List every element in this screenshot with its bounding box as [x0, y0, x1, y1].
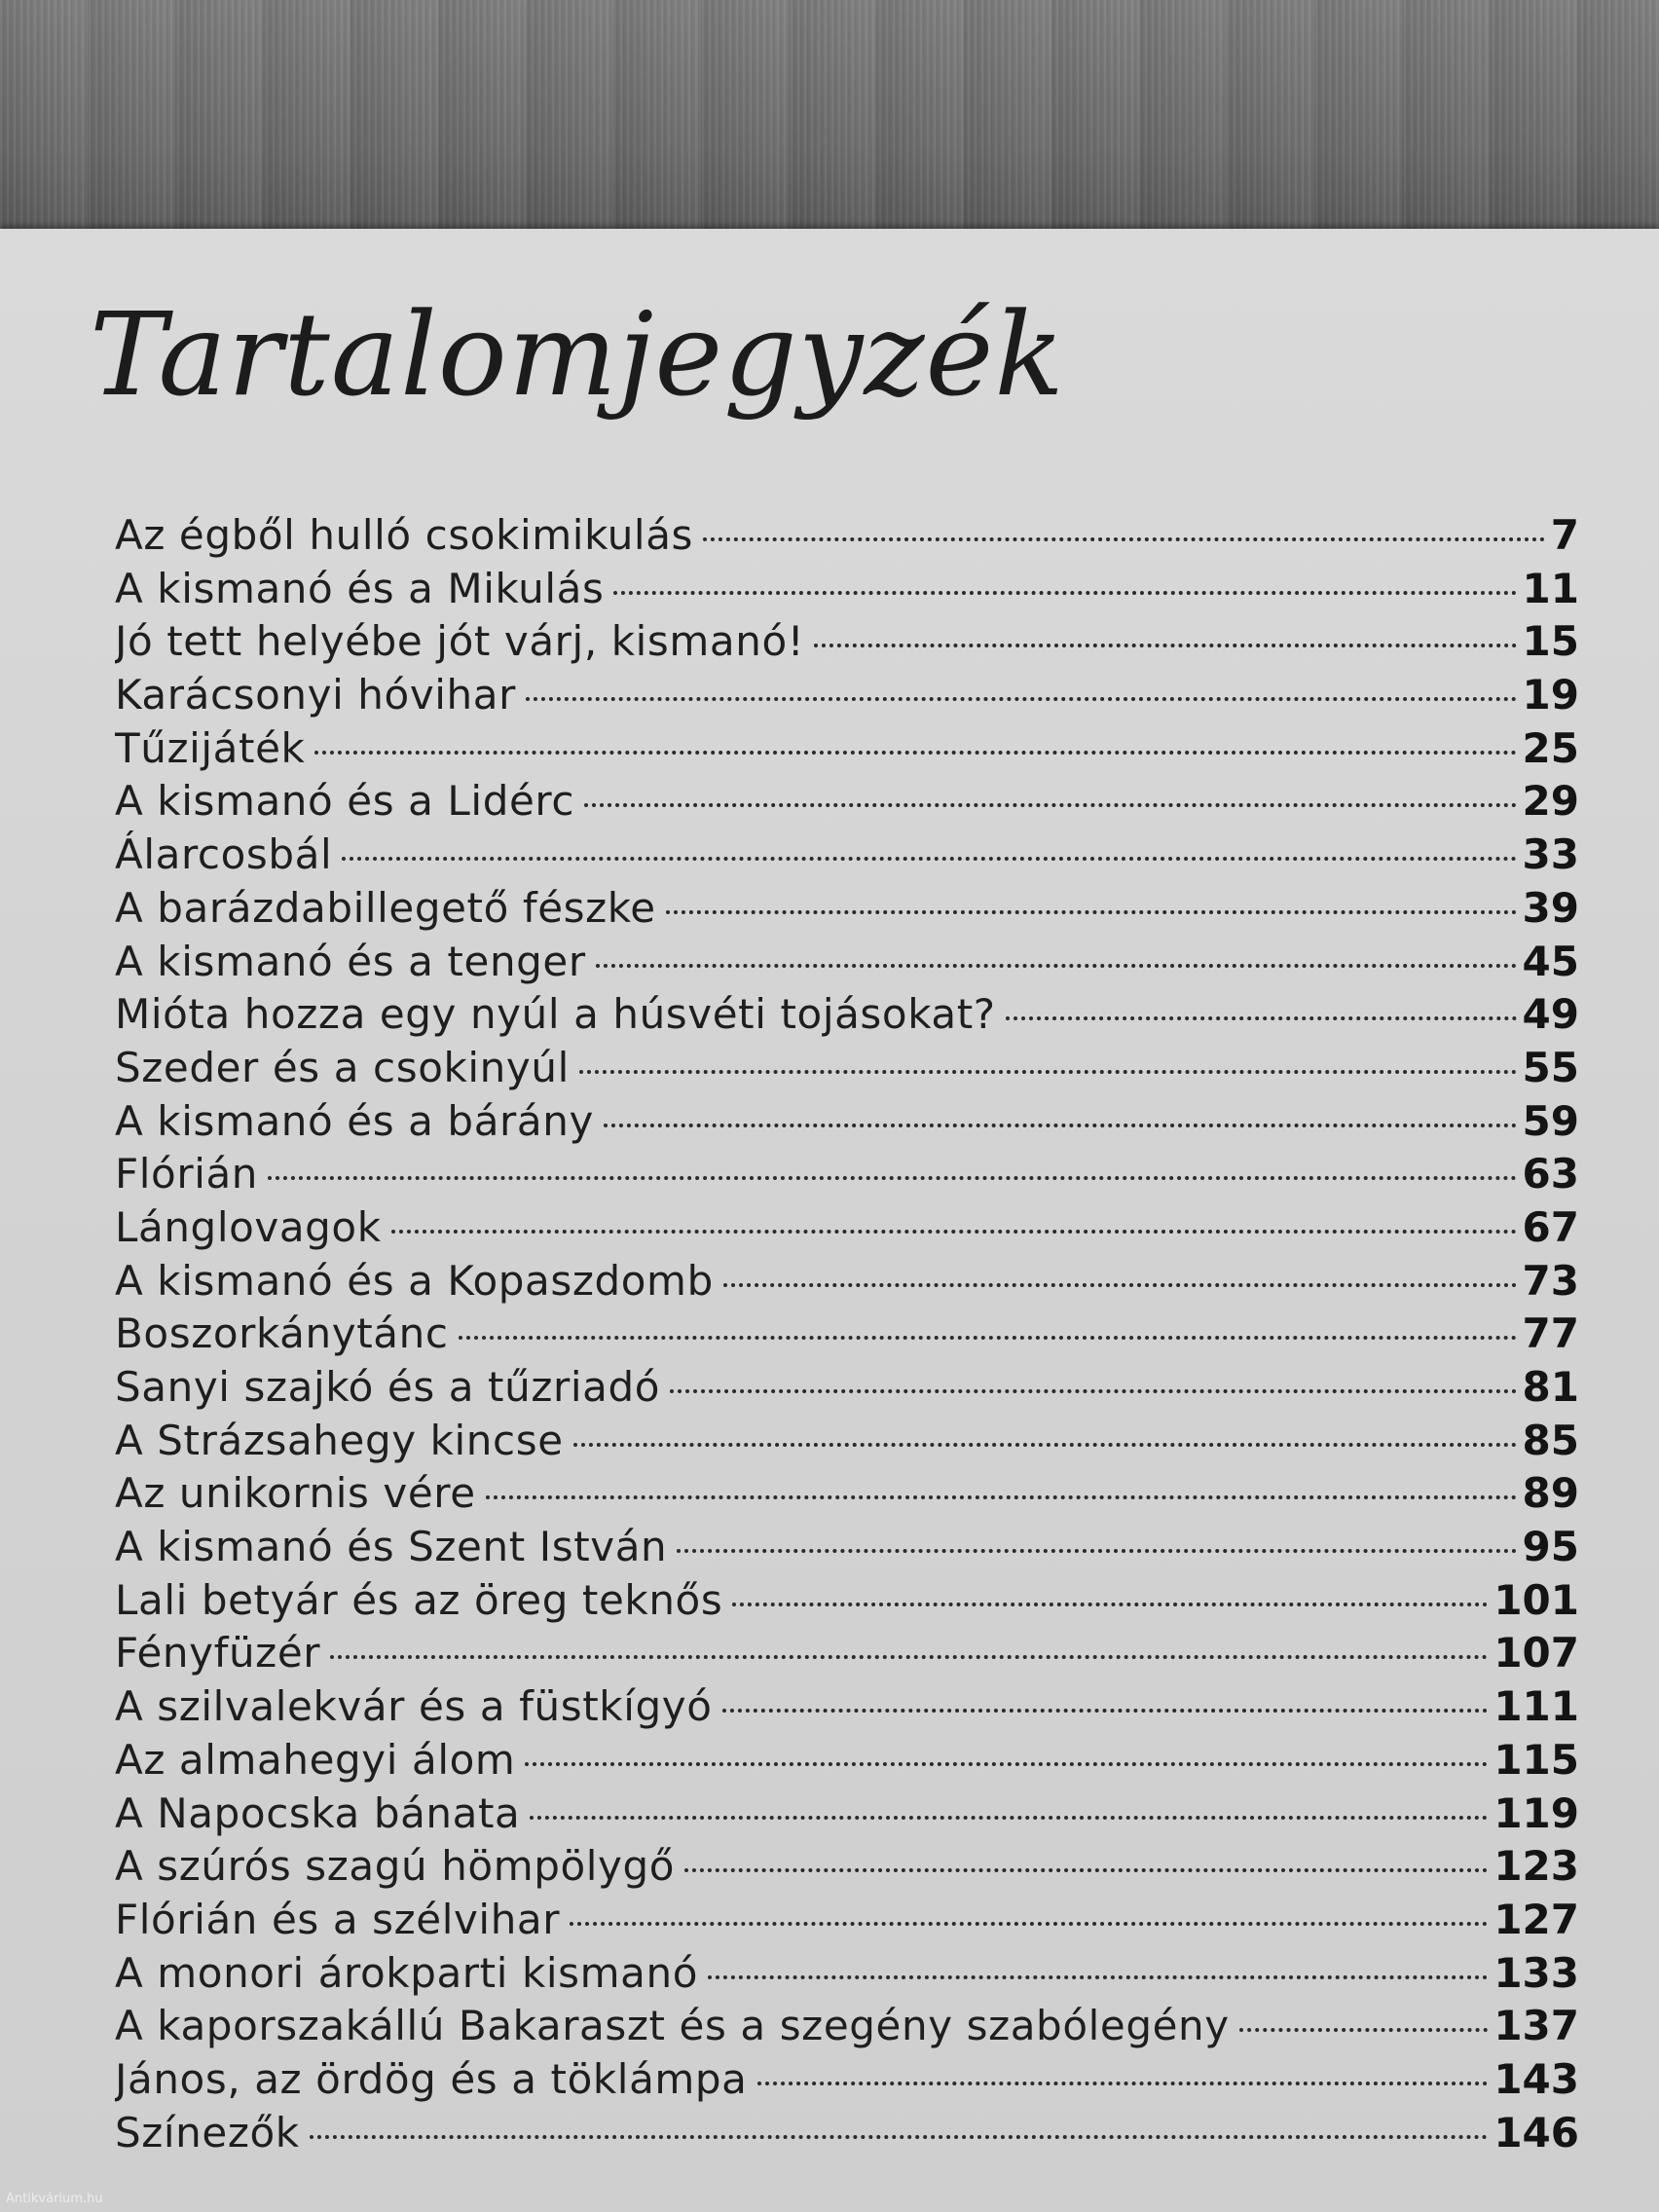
dot-leader — [579, 1070, 1517, 1074]
page-title: Tartalomjegyzék — [90, 287, 1065, 422]
dot-leader — [584, 803, 1517, 807]
toc-entry — [115, 1257, 1579, 1310]
toc-entry — [115, 2055, 1579, 2109]
toc-entry-page-number: 81 — [1522, 1363, 1579, 1411]
toc-entry-page-number: 55 — [1522, 1043, 1579, 1091]
dot-leader — [814, 644, 1516, 647]
toc-entry — [115, 724, 1579, 778]
toc-entry-title: János, az ördög és a töklámpa — [115, 2054, 748, 2103]
toc-entry-page-number: 101 — [1493, 1575, 1579, 1624]
book-page — [0, 229, 1659, 2212]
toc-entry-title: A barázdabillegető fészke — [115, 883, 656, 932]
background-surface — [0, 0, 1659, 243]
toc-entry-title: A szilvalekvár és a füstkígyó — [115, 1682, 713, 1731]
dot-leader — [670, 1389, 1517, 1393]
toc-entry — [115, 1523, 1579, 1576]
toc-entry-page-number: 89 — [1522, 1469, 1579, 1518]
toc-entry — [115, 1363, 1579, 1417]
toc-entry — [115, 617, 1579, 671]
toc-entry — [115, 1949, 1579, 2003]
toc-entry-page-number: 85 — [1522, 1416, 1579, 1464]
toc-entry — [115, 1896, 1579, 1949]
toc-entry-page-number: 63 — [1522, 1150, 1579, 1198]
toc-entry-title: Lali betyár és az öreg teknős — [115, 1575, 723, 1624]
dot-leader — [677, 1549, 1516, 1553]
toc-entry-title: Tűzijáték — [115, 723, 306, 772]
watermark: Antikvárium.hu — [6, 2192, 103, 2206]
dot-leader — [613, 591, 1516, 595]
toc-entry — [115, 884, 1579, 938]
toc-entry-title: Sanyi szajkó és a tűzriadó — [115, 1363, 661, 1411]
toc-entry-title: Karácsonyi hóvihar — [115, 671, 516, 719]
toc-entry — [115, 777, 1579, 830]
toc-entry — [115, 1044, 1579, 1097]
toc-entry — [115, 938, 1579, 991]
toc-entry-page-number: 45 — [1522, 937, 1579, 985]
toc-entry-title: A Strázsahegy kincse — [115, 1416, 564, 1464]
dot-leader — [342, 857, 1516, 861]
toc-entry-page-number: 15 — [1522, 617, 1579, 666]
toc-entry — [115, 1842, 1579, 1896]
dot-leader — [525, 1762, 1488, 1766]
toc-entry-title: Az égből hulló csokimikulás — [115, 511, 694, 559]
toc-entry-page-number: 39 — [1522, 883, 1579, 932]
toc-entry-title: A kismanó és a Mikulás — [115, 564, 605, 612]
toc-entry-title: Az almahegyi álom — [115, 1735, 516, 1784]
toc-entry-page-number: 115 — [1493, 1735, 1579, 1784]
toc-entry-title: A kaporszakállú Bakaraszt és a szegény szabólegény — [115, 2002, 1230, 2050]
toc-entry — [115, 565, 1579, 618]
toc-entry — [115, 2002, 1579, 2055]
toc-entry-page-number: 25 — [1522, 723, 1579, 772]
dot-leader — [708, 1975, 1488, 1979]
toc-entry-title: Szeder és a csokinyúl — [115, 1043, 570, 1091]
toc-entry-title: A kismanó és Szent István — [115, 1523, 668, 1571]
dot-leader — [723, 1283, 1517, 1287]
toc-entry — [115, 1682, 1579, 1736]
toc-entry-page-number: 123 — [1493, 1842, 1579, 1891]
toc-entry-page-number: 143 — [1493, 2054, 1579, 2103]
toc-entry-page-number: 11 — [1522, 564, 1579, 612]
toc-entry-title: Mióta hozza egy nyúl a húsvéti tojásokat? — [115, 990, 996, 1039]
toc-entry-page-number: 59 — [1522, 1096, 1579, 1145]
dot-leader — [486, 1495, 1517, 1499]
dot-leader — [666, 910, 1517, 914]
toc-entry — [115, 1097, 1579, 1151]
toc-entry-page-number: 77 — [1522, 1309, 1579, 1358]
toc-entry — [115, 830, 1579, 884]
toc-entry-page-number: 95 — [1522, 1523, 1579, 1571]
toc-entry-page-number: 107 — [1493, 1629, 1579, 1677]
dot-leader — [596, 964, 1517, 968]
dot-leader — [573, 1443, 1517, 1447]
toc-entry-title: Az unikornis vére — [115, 1469, 476, 1518]
toc-entry — [115, 671, 1579, 724]
toc-entry-page-number: 127 — [1493, 1895, 1579, 1943]
dot-leader — [757, 2082, 1489, 2085]
toc-entry-page-number: 73 — [1522, 1256, 1579, 1305]
toc-entry-page-number: 146 — [1493, 2108, 1579, 2157]
dot-leader — [604, 1124, 1517, 1127]
dot-leader — [459, 1336, 1517, 1340]
toc-entry-title: Álarcosbál — [115, 830, 333, 879]
toc-entry — [115, 1203, 1579, 1257]
toc-entry-page-number: 7 — [1550, 511, 1579, 559]
dot-leader — [703, 537, 1545, 541]
dot-leader — [1006, 1016, 1517, 1020]
dot-leader — [1239, 2028, 1489, 2032]
toc-entry-title: A szúrós szagú hömpölygő — [115, 1842, 676, 1891]
toc-entry-title: Színezők — [115, 2108, 300, 2157]
toc-entry-title: A monori árokparti kismanó — [115, 1948, 698, 1997]
toc-entry-title: Lánglovagok — [115, 1202, 382, 1251]
toc-entry — [115, 511, 1579, 565]
toc-entry — [115, 1629, 1579, 1682]
dot-leader — [722, 1709, 1489, 1713]
toc-entry-title: A Napocska bánata — [115, 1788, 521, 1837]
toc-entry — [115, 1309, 1579, 1363]
toc-entry-title: Boszorkánytánc — [115, 1309, 449, 1358]
toc-entry-title: Flórián — [115, 1150, 259, 1198]
dot-leader — [310, 2135, 1489, 2139]
toc-entry — [115, 1736, 1579, 1789]
dot-leader — [530, 1816, 1488, 1820]
toc-entry — [115, 1789, 1579, 1843]
toc-entry-title: A kismanó és a bárány — [115, 1096, 594, 1145]
toc-entry-page-number: 67 — [1522, 1202, 1579, 1251]
toc-entry — [115, 1417, 1579, 1470]
toc-entry-page-number: 29 — [1522, 777, 1579, 826]
toc-entry-title: A kismanó és a Kopaszdomb — [115, 1256, 714, 1305]
dot-leader — [391, 1230, 1517, 1234]
dot-leader — [732, 1603, 1488, 1606]
toc-entry-title: A kismanó és a tenger — [115, 937, 586, 985]
toc-entry-page-number: 111 — [1493, 1682, 1579, 1731]
dot-leader — [268, 1176, 1517, 1180]
dot-leader — [526, 697, 1517, 701]
toc-entry — [115, 1150, 1579, 1203]
toc-entry-title: A kismanó és a Lidérc — [115, 777, 575, 826]
dot-leader — [314, 751, 1516, 755]
toc-entry-page-number: 133 — [1493, 1948, 1579, 1997]
toc-entry-page-number: 33 — [1522, 830, 1579, 879]
toc-entry — [115, 2109, 1579, 2162]
toc-entry-title: Fényfüzér — [115, 1629, 321, 1677]
toc-entry-page-number: 137 — [1493, 2002, 1579, 2050]
toc-entry — [115, 990, 1579, 1044]
toc-entry — [115, 1576, 1579, 1630]
toc-entry-page-number: 119 — [1493, 1788, 1579, 1837]
toc-entry-page-number: 19 — [1522, 671, 1579, 719]
dot-leader — [570, 1922, 1488, 1926]
dot-leader — [330, 1655, 1488, 1659]
toc-entry-title: Flórián és a szélvihar — [115, 1895, 561, 1943]
table-of-contents — [115, 511, 1579, 2161]
toc-entry — [115, 1469, 1579, 1523]
toc-entry-title: Jó tett helyébe jót várj, kismanó! — [115, 617, 805, 666]
toc-entry-page-number: 49 — [1522, 990, 1579, 1039]
dot-leader — [684, 1868, 1488, 1872]
